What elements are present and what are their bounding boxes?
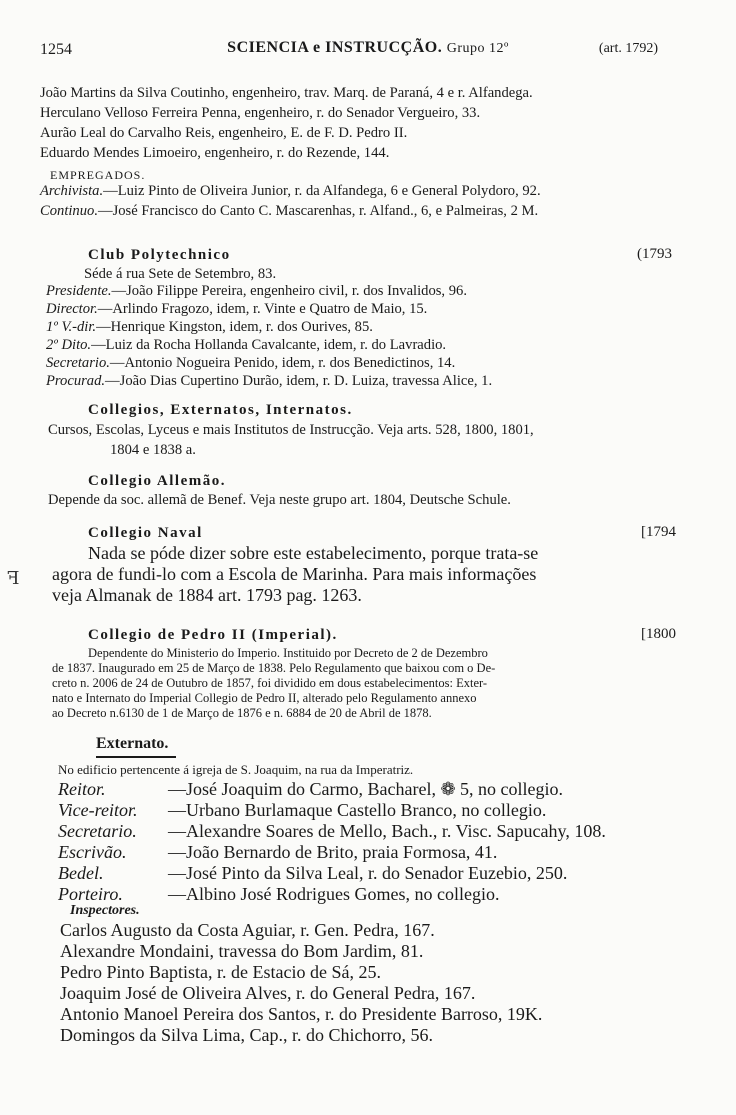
page-number: 1254 — [40, 41, 72, 58]
entry-text: —Henrique Kingston, idem, r. dos Ourives, 85. — [96, 319, 373, 335]
entry-label: Continuo. — [40, 203, 98, 219]
list-item — [46, 300, 492, 318]
heading-underline — [96, 756, 176, 758]
list-item — [40, 181, 541, 201]
text-line: nato e Internato do Imperial Collegio de Pedro II, alterado pelo Regulamento annexo — [52, 691, 477, 705]
text-line: veja Almanak de 1884 art. 1793 pag. 1263. — [52, 585, 362, 605]
employees-heading: EMPREGADOS. — [50, 168, 146, 182]
pedro-heading: Collegio de Pedro II (Imperial). — [88, 627, 338, 643]
list-item — [58, 842, 606, 863]
article-ref: (art. 1792) — [598, 41, 658, 56]
section-title: SCIENCIA e INSTRUCÇÃO. — [227, 39, 443, 56]
margin-mark: ꟻ — [7, 568, 20, 588]
text-line: creto n. 2006 de 24 de Outubro de 1857, foi dividido em dous estabelecimentos: Exter- — [52, 676, 488, 690]
entry-label: Procurad. — [46, 373, 106, 389]
entry-label: Secretario. — [46, 355, 110, 371]
entry-text: —José Francisco do Canto C. Mascarenhas, r. Alfand., 6, e Palmeiras, 2 M. — [97, 203, 539, 219]
entry-label: Vice-reitor. — [58, 800, 138, 820]
text-line: Nada se póde dizer sobre este estabelecimento, porque trata-se — [88, 543, 539, 563]
entry-text: —Alexandre Soares de Mello, Bach., r. Visc. Sapucahy, 108. — [168, 821, 606, 841]
text-line: de 1837. Inaugurado em 25 de Março de 1838. Pelo Regulamento que baixou com o De- — [52, 661, 496, 675]
entry-text: —Luiz Pinto de Oliveira Junior, r. da Alfandega, 6 e General Polydoro, 92. — [103, 183, 541, 199]
entry-label: Archivista. — [40, 183, 104, 199]
list-item — [46, 354, 492, 372]
externato-location: No edificio pertencente á igreja de S. Joaquim, na rua da Imperatriz. — [58, 762, 414, 777]
entry-text: —Arlindo Fragozo, idem, r. Vinte e Quatro de Maio, 15. — [97, 301, 428, 317]
club-ref: (1793 — [637, 246, 672, 262]
entry-text: —João Filippe Pereira, engenheiro civil, r. dos Invalidos, 96. — [111, 283, 467, 299]
entry-text: —José Joaquim do Carmo, Bacharel, ❁ 5, no collegio. — [168, 779, 564, 799]
entry-label: Porteiro. — [58, 884, 123, 904]
club-heading: Club Polytechnico — [88, 247, 231, 263]
externato-heading: Externato. — [96, 735, 169, 752]
text-line: 1804 e 1838 a. — [110, 442, 196, 458]
list-item: Pedro Pinto Baptista, r. de Estacio de Sá, 25. — [60, 962, 381, 982]
entry-text: —João Bernardo de Brito, praia Formosa, 41. — [168, 842, 498, 862]
list-item — [58, 821, 606, 842]
entry-label: 2º Dito. — [46, 337, 92, 353]
list-item: Carlos Augusto da Costa Aguiar, r. Gen. Pedra, 167. — [60, 920, 435, 940]
allemao-heading: Collegio Allemão. — [88, 473, 226, 489]
allemao-text: Depende da soc. allemã de Benef. Veja neste grupo art. 1804, Deutsche Schule. — [48, 492, 511, 508]
entry-label: Director. — [46, 301, 98, 317]
inspectors-heading: Inspectores. — [70, 903, 140, 918]
naval-text — [52, 543, 538, 606]
group-label: Grupo 12º — [446, 41, 509, 56]
list-item: Domingos da Silva Lima, Cap., r. do Chichorro, 56. — [60, 1025, 433, 1045]
list-item — [40, 201, 541, 221]
list-item: João Martins da Silva Coutinho, engenheiro, trav. Marq. de Paraná, 4 e r. Alfandega. — [40, 85, 533, 101]
entry-text: —Urbano Burlamaque Castello Branco, no collegio. — [168, 800, 547, 820]
list-item: Alexandre Mondaini, travessa do Bom Jardim, 81. — [60, 941, 424, 961]
entry-label: 1º V.-dir. — [46, 319, 97, 335]
entry-label: Escrivão. — [58, 842, 127, 862]
naval-ref: [1794 — [641, 524, 676, 540]
pedro-ref: [1800 — [641, 626, 676, 642]
collegios-heading: Collegios, Externatos, Internatos. — [88, 402, 353, 418]
entry-text: —Antonio Nogueira Penido, idem, r. dos Benedictinos, 14. — [109, 355, 456, 371]
collegios-text — [48, 420, 534, 460]
list-item: Eduardo Mendes Limoeiro, engenheiro, r. do Rezende, 144. — [40, 145, 390, 161]
list-item — [46, 336, 492, 354]
entry-text: —José Pinto da Silva Leal, r. do Senador Euzebio, 250. — [168, 863, 568, 883]
entry-text: —Luiz da Rocha Hollanda Cavalcante, idem, r. do Lavradio. — [91, 337, 447, 353]
entry-text: —Albino José Rodrigues Gomes, no collegio. — [168, 884, 500, 904]
list-item — [46, 372, 492, 390]
list-item — [58, 779, 606, 800]
inspectors-list — [60, 920, 542, 1046]
club-seat: Séde á rua Sete de Setembro, 83. — [84, 266, 277, 282]
list-item: Antonio Manoel Pereira dos Santos, r. do Presidente Barroso, 19K. — [60, 1004, 543, 1024]
entry-label: Presidente. — [46, 283, 112, 299]
pedro-text — [52, 646, 495, 721]
list-item — [58, 863, 606, 884]
entry-label: Secretario. — [58, 821, 137, 841]
externato-staff — [58, 779, 606, 905]
list-item: Herculano Velloso Ferreira Penna, engenheiro, r. do Senador Vergueiro, 33. — [40, 105, 481, 121]
text-line: Cursos, Escolas, Lyceus e mais Institutos de Instrucção. Veja arts. 528, 1800, 1801, — [48, 422, 534, 438]
list-item — [46, 282, 492, 300]
engineers-list — [40, 83, 533, 163]
list-item — [46, 318, 492, 336]
naval-heading: Collegio Naval — [88, 525, 203, 541]
text-line: ao Decreto n.6130 de 1 de Março de 1876 e n. 6884 de 20 de Abril de 1878. — [52, 706, 432, 720]
list-item: Aurão Leal do Carvalho Reis, engenheiro, E. de F. D. Pedro II. — [40, 125, 408, 141]
list-item — [58, 884, 606, 905]
text-line: Dependente do Ministerio do Imperio. Instituido por Decreto de 2 de Dezembro — [88, 646, 488, 660]
text-line: agora de fundi-lo com a Escola de Marinha. Para mais informações — [52, 564, 537, 584]
list-item: Joaquim José de Oliveira Alves, r. do General Pedra, 167. — [60, 983, 476, 1003]
club-officers — [46, 282, 492, 390]
list-item — [58, 800, 606, 821]
employees-list — [40, 181, 541, 221]
entry-label: Reitor. — [58, 779, 106, 799]
entry-label: Bedel. — [58, 863, 104, 883]
entry-text: —João Dias Cupertino Durão, idem, r. D. Luiza, travessa Alice, 1. — [105, 373, 493, 389]
